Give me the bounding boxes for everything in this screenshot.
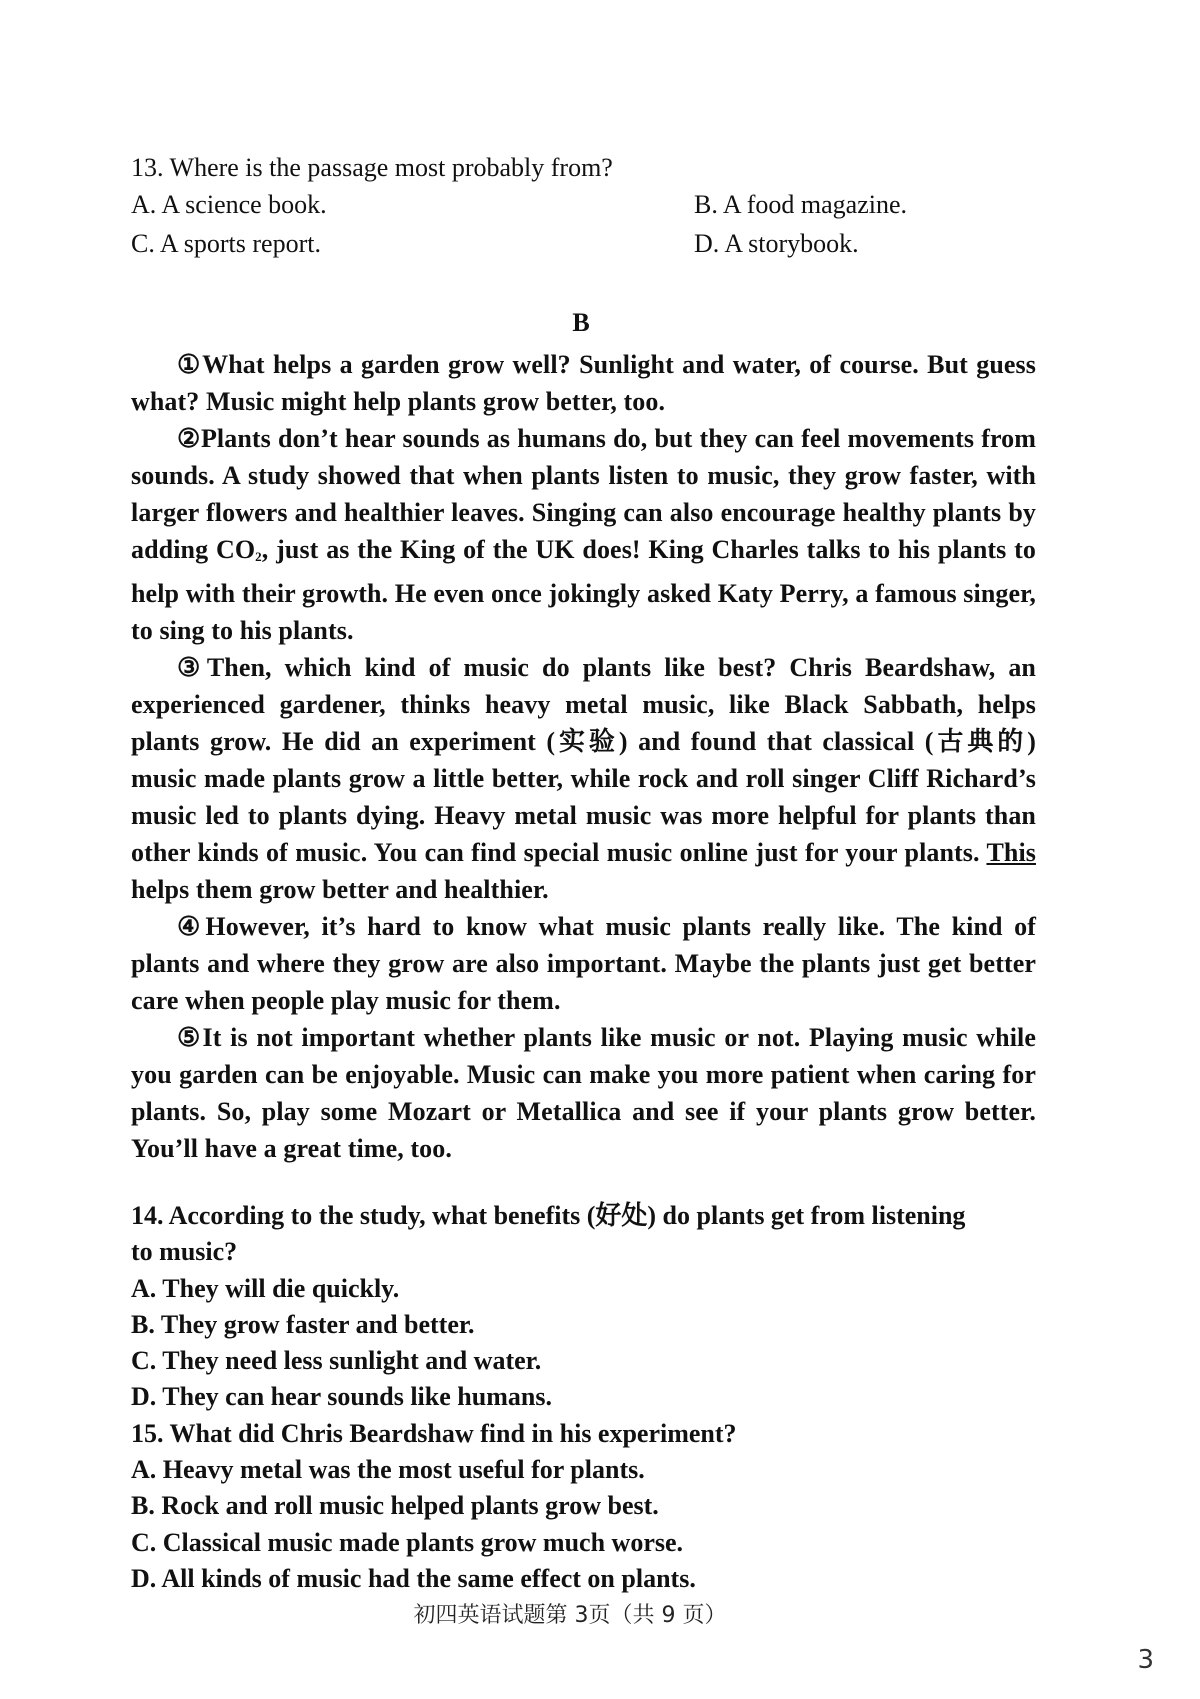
paragraph-2 [131,420,1036,649]
co2-subscript: 2 [255,549,262,564]
section-label: B [572,308,590,337]
paragraph-marker: ④ [177,912,206,941]
paragraph-text: It is not important whether plants like music or not. Playing music while you garden can be enjoyable. Music can make you more patient when caring for plants. So, play some Mozart or Metallica and see if your plants grow better. You’ll have a great time, too. [131,1023,1036,1163]
page-footer: 初四英语试题第 3页（共 9 页） [413,1603,727,1628]
paragraph-text: What helps a garden grow well? Sunlight and water, of course. But guess what? Music might help plants grow better, too. [131,350,1036,416]
paragraph-marker: ② [177,424,201,453]
paragraph-5 [131,1019,1036,1167]
paragraph-text: However, it’s hard to know what music plants really like. The kind of plants and where they grow are also important. Maybe the plants just get better care when people play music for them. [131,912,1036,1015]
question-15-option-a: A. Heavy metal was the most useful for plants. [131,1455,645,1485]
reading-passage [131,346,1036,1167]
paragraph-4 [131,908,1036,1019]
underlined-word: This [986,838,1036,867]
paragraph-text: helps them grow better and healthier. [131,875,549,904]
question-13-option-d: D. A storybook. [694,229,859,258]
question-15-option-b: B. Rock and roll music helped plants grow best. [131,1491,659,1521]
paragraph-marker: ③ [177,653,207,682]
paragraph-marker: ⑤ [177,1023,203,1052]
question-13-option-c: C. A sports report. [131,229,321,258]
question-15-stem: 15. What did Chris Beardshaw find in his experiment? [131,1418,737,1448]
paragraph-text: , just as the King of the UK does! King Charles talks to his plants to help with their growth. He even once jokingly asked Katy Perry, a famous singer, to sing to his plants. [131,535,1036,645]
question-13-stem: 13. Where is the passage most probably from? [131,153,613,182]
question-14-option-d: D. They can hear sounds like humans. [131,1382,552,1412]
page-number: 3 [1137,1645,1154,1675]
paragraph-text: Plants don’t hear sounds as humans do, but they can feel movements from sounds. A study showed that when plants listen to music, they grow faster, with larger flowers and healthier leaves. Singing can also encourage healthy plants by adding CO [131,424,1036,564]
questions-block [131,1198,1051,1597]
question-14-option-a: A. They will die quickly. [131,1273,400,1303]
question-14-stem: 14. According to the study, what benefits (好处) do plants get from listening [131,1201,966,1230]
question-13-option-a: A. A science book. [131,190,327,219]
paragraph-3 [131,649,1036,908]
question-13-option-b: B. A food magazine. [694,190,908,219]
paragraph-marker: ① [177,350,203,379]
question-15-option-d: D. All kinds of music had the same effect on plants. [131,1563,696,1593]
question-15-option-c: C. Classical music made plants grow much worse. [131,1527,684,1557]
question-14-stem-continued: to music? [131,1237,238,1267]
paragraph-text: Then, which kind of music do plants like best? Chris Beardshaw, an experienced gardener, thinks heavy metal music, like Black Sabbath, helps plants grow. He did an experiment (实验) and found that classical (古典的) music made plants grow a little better, while rock and roll singer Cliff Richard’s music led to plants dying. Heavy metal music was more helpful for plants than other kinds of music. You can find special music online just for your plants. [131,653,1036,867]
paragraph-1 [131,346,1036,420]
question-14-option-b: B. They grow faster and better. [131,1309,475,1339]
question-14-option-c: C. They need less sunlight and water. [131,1346,542,1376]
